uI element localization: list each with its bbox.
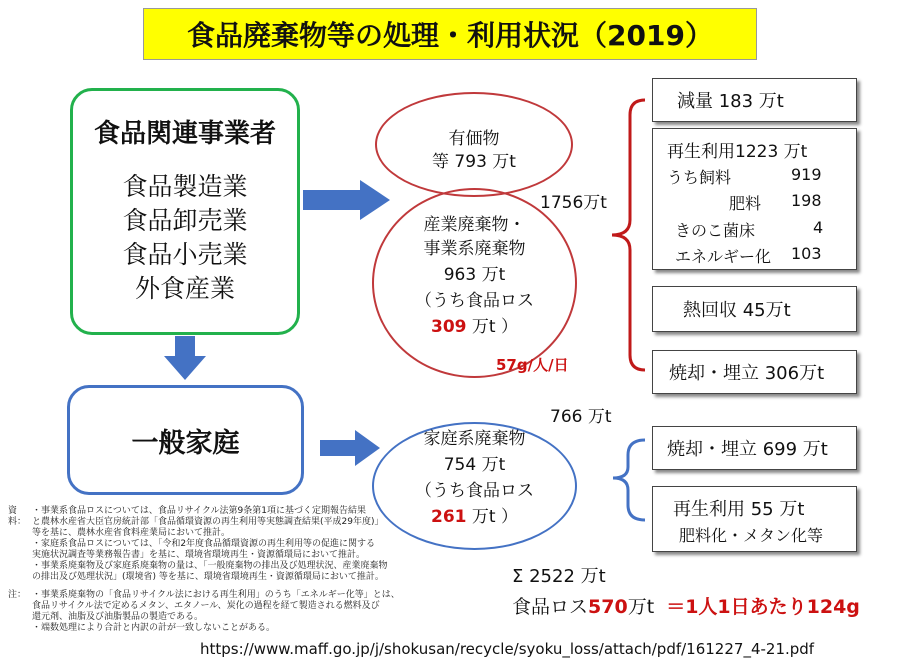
- valuables-label: 有価物: [448, 129, 500, 149]
- notes-caveat-line: ・事業系廃棄物の「食品リサイクル法における再生利用」のうち「エネルギー化等」とは、: [32, 590, 400, 600]
- recycle-row-energy-value: 103: [791, 244, 822, 263]
- recycle-row-energy-label: エネルギー化: [675, 247, 772, 266]
- notes-source-lead: 資料：: [8, 506, 27, 527]
- household-loss-value: 261: [431, 507, 467, 527]
- household-waste-amount: 754 万t: [443, 455, 506, 475]
- notes-source-line: ・事業系廃棄物及び家庭系廃棄物の量は、「一般廃棄物の排出及び処理状況、産業廃棄物: [32, 561, 388, 571]
- household-heading: 一般家庭: [131, 427, 240, 459]
- source-url: https://www.maff.go.jp/j/shokusan/recycle/syoku_loss/attach/pdf/161227_4-21.pdf: [200, 640, 815, 658]
- food-loss-value: 570: [588, 596, 628, 618]
- heat-recovery-box: [652, 286, 857, 332]
- recycle-household-title: 再生利用 55 万t: [673, 499, 805, 520]
- arrow-household-to-waste: [320, 430, 380, 466]
- incineration-household-text: 焼却・埋立 699 万t: [667, 439, 828, 460]
- household-loss-line: [374, 502, 575, 527]
- notes-source-line: ・家庭系食品ロスについては、「令和2年度食品循環資源の再生利用等の促進に関する: [32, 539, 376, 549]
- industrial-loss-unit: 万t ）: [466, 317, 518, 337]
- food-loss-unit: 万t: [627, 596, 655, 618]
- household-total: 766 万t: [550, 407, 612, 427]
- business-item-retail: 食品小売業: [122, 240, 248, 269]
- recycle-row-feed-label: うち飼料: [667, 168, 732, 187]
- reduction-box: [652, 78, 857, 122]
- business-heading: 食品関連事業者: [93, 119, 276, 149]
- notes-source-line: の排出及び処理状況」(環境省) 等を基に、環境省環境再生・資源循環局において推計。: [32, 572, 384, 582]
- valuables-value: 等 793 万t: [432, 152, 516, 172]
- food-loss-line: [512, 592, 860, 619]
- recycle-row-fertilizer-value: 198: [791, 191, 822, 210]
- recycle-household-sub: 肥料化・メタン化等: [679, 526, 824, 545]
- food-loss-per-day: ＝1人1日あたり124g: [666, 596, 860, 618]
- notes-caveat-lead: 注：: [8, 590, 27, 600]
- industrial-loss-label: （うち食品ロス: [415, 291, 534, 311]
- notes-source: [32, 506, 402, 583]
- household-loss-label: （うち食品ロス: [415, 481, 534, 501]
- notes-caveat-line: 食品リサイクル法で定めるメタン、エタノール、炭化の過程を経て製造される燃料及び: [32, 601, 380, 611]
- household-loss-unit: 万t ）: [466, 507, 518, 527]
- recycle-household-box: [652, 486, 857, 552]
- incineration-household-box: [652, 426, 857, 470]
- page-title: 食品廃棄物等の処理・利用状況（2019）: [143, 8, 757, 60]
- notes-source-line: 実施状況調査等業務報告書」を基に、環境省環境再生・資源循環局において推計。: [32, 550, 366, 560]
- heat-recovery-text: 熱回収 45万t: [683, 300, 791, 321]
- industrial-line2: 事業系廃棄物: [423, 239, 526, 259]
- sum-line: Σ 2522 万t: [512, 566, 606, 587]
- notes-caveat-line: 還元剤、油脂及び油脂製品の製造である。: [32, 612, 204, 622]
- notes-source-line: と農林水産省大臣官房統計部「食品循環資源の再生利用等実態調査結果(平成29年度)」: [32, 517, 384, 527]
- notes-source-line: 等を基に、農林水産省食料産業局において推計。: [32, 528, 231, 538]
- household-waste-label: 家庭系廃棄物: [423, 429, 526, 449]
- notes-caveat: [32, 590, 402, 634]
- recycle-title: 再生利用1223 万t: [667, 142, 808, 162]
- bracket-business-outcomes: [612, 100, 645, 370]
- recycle-row-mushroom-value: 4: [813, 218, 824, 237]
- valuables-ellipse: [375, 92, 573, 197]
- business-total: 1756万t: [540, 193, 607, 213]
- recycle-row-mushroom-label: きのこ菌床: [675, 221, 756, 240]
- business-item-wholesale: 食品卸売業: [122, 206, 248, 235]
- food-loss-label: 食品ロス: [512, 596, 589, 618]
- business-item-manufacturing: 食品製造業: [122, 172, 248, 201]
- per-person-business: 57g/人/日: [496, 356, 569, 374]
- industrial-loss-line: [374, 312, 575, 337]
- industrial-amount: 963 万t: [443, 265, 506, 285]
- incineration-business-box: [652, 350, 857, 394]
- bracket-household-outcomes: [613, 440, 645, 520]
- industrial-waste-ellipse: [372, 188, 577, 378]
- industrial-line1: 産業廃棄物・: [423, 215, 526, 235]
- reduction-text: 減量 183 万t: [677, 91, 784, 112]
- business-item-foodservice: 外食産業: [134, 274, 235, 303]
- household-waste-ellipse: [372, 422, 577, 550]
- recycle-row-fertilizer-label: 肥料: [729, 194, 762, 213]
- recycle-row-feed-value: 919: [791, 165, 822, 184]
- industrial-loss-value: 309: [431, 317, 467, 337]
- notes-source-line: ・事業系食品ロスについては、食品リサイクル法第9条第1項に基づく定期報告結果: [32, 506, 367, 516]
- notes-caveat-line: ・端数処理により合計と内訳の計が一致しないことがある。: [32, 623, 276, 633]
- incineration-business-text: 焼却・埋立 306万t: [669, 363, 825, 384]
- arrow-business-to-household: [164, 336, 206, 380]
- recycle-box: [652, 128, 857, 270]
